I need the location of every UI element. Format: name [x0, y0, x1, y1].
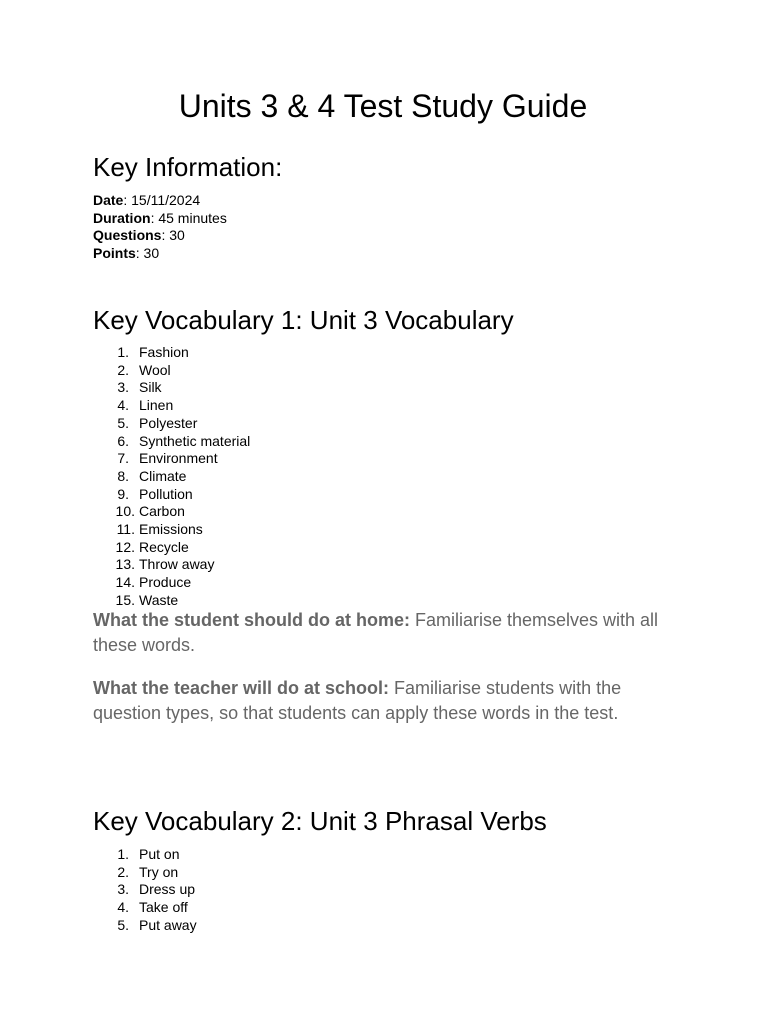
- teacher-note: [93, 676, 673, 726]
- list-item: [93, 486, 250, 504]
- list-number: 5.: [117, 916, 129, 933]
- list-item: [93, 521, 250, 539]
- vocab1-list: [93, 344, 250, 610]
- list-item: [93, 503, 250, 521]
- list-text: Emissions: [139, 521, 203, 538]
- list-item: [93, 379, 250, 397]
- info-value: : 45 minutes: [150, 209, 227, 226]
- info-points: [93, 245, 227, 263]
- info-label: Questions: [93, 227, 162, 243]
- teacher-note-label: What the teacher will do at school:: [93, 678, 390, 698]
- list-text: Recycle: [139, 538, 189, 555]
- list-number: 5.: [117, 414, 129, 431]
- info-value: : 30: [135, 244, 160, 261]
- list-item: [93, 917, 197, 935]
- list-text: Dress up: [139, 881, 196, 898]
- student-note-text: Familiarise themselves with all these words.: [93, 610, 659, 655]
- list-text: Try on: [139, 863, 179, 880]
- list-item: [93, 539, 250, 557]
- list-number: 6.: [117, 432, 129, 449]
- list-text: Throw away: [139, 556, 215, 573]
- info-label: Date: [93, 192, 124, 208]
- list-number: 3.: [117, 379, 129, 396]
- teacher-note-text: Familiarise students with the question types, so that students can apply these words in the test.: [93, 678, 622, 723]
- student-note: [93, 608, 673, 658]
- list-number: 4.: [117, 899, 129, 916]
- info-date: [93, 192, 227, 210]
- list-text: Linen: [139, 397, 174, 414]
- list-number: 4.: [117, 397, 129, 414]
- list-text: Put on: [139, 846, 180, 862]
- list-text: Produce: [139, 574, 192, 591]
- list-item: [93, 415, 250, 433]
- list-item: [93, 450, 250, 468]
- vocab2-heading: Key Vocabulary 2: Unit 3 Phrasal Verbs: [93, 806, 547, 836]
- list-number: 13.: [115, 556, 135, 573]
- list-text: Polyester: [139, 414, 198, 431]
- vocab2-list: [93, 846, 197, 935]
- list-text: Synthetic material: [139, 432, 251, 449]
- list-item: [93, 899, 197, 917]
- document-title: Units 3 & 4 Test Study Guide: [178, 88, 588, 124]
- info-label: Points: [93, 244, 136, 261]
- list-number: 15.: [115, 591, 135, 608]
- info-value: : 30: [161, 227, 185, 243]
- list-item: [93, 846, 197, 864]
- list-item: [93, 592, 250, 610]
- info-duration: [93, 210, 227, 228]
- list-text: Fashion: [139, 344, 189, 360]
- list-number: 12.: [115, 538, 135, 555]
- list-number: 11.: [116, 521, 135, 538]
- list-text: Wool: [139, 361, 171, 378]
- list-item: [93, 397, 250, 415]
- key-information-list: [93, 192, 227, 262]
- list-number: 14.: [115, 574, 135, 591]
- list-item: [93, 468, 250, 486]
- list-text: Pollution: [139, 485, 193, 502]
- list-number: 7.: [117, 450, 129, 467]
- info-label: Duration: [93, 209, 151, 226]
- list-number: 3.: [117, 881, 129, 898]
- list-number: 8.: [117, 467, 129, 484]
- list-number: 1.: [117, 344, 129, 360]
- vocab1-heading: Key Vocabulary 1: Unit 3 Vocabulary: [93, 305, 514, 335]
- list-number: 2.: [117, 863, 129, 880]
- list-number: 9.: [117, 485, 129, 502]
- list-item: [93, 881, 197, 899]
- list-text: Waste: [139, 591, 179, 608]
- key-information-heading: Key Information:: [93, 152, 283, 182]
- list-text: Put away: [139, 916, 197, 933]
- list-text: Silk: [139, 379, 162, 396]
- info-questions: [93, 227, 227, 245]
- list-item: [93, 574, 250, 592]
- list-item: [93, 556, 250, 574]
- list-number: 1.: [117, 846, 129, 862]
- list-item: [93, 362, 250, 380]
- list-text: Carbon: [139, 503, 185, 520]
- info-value: : 15/11/2024: [123, 192, 201, 208]
- list-item: [93, 864, 197, 882]
- list-number: 2.: [117, 361, 129, 378]
- list-item: [93, 433, 250, 451]
- list-item: [93, 344, 250, 362]
- student-note-label: What the student should do at home:: [93, 610, 410, 630]
- list-text: Take off: [139, 899, 188, 916]
- list-number: 10.: [115, 503, 135, 520]
- list-text: Environment: [139, 450, 218, 467]
- list-text: Climate: [139, 467, 187, 484]
